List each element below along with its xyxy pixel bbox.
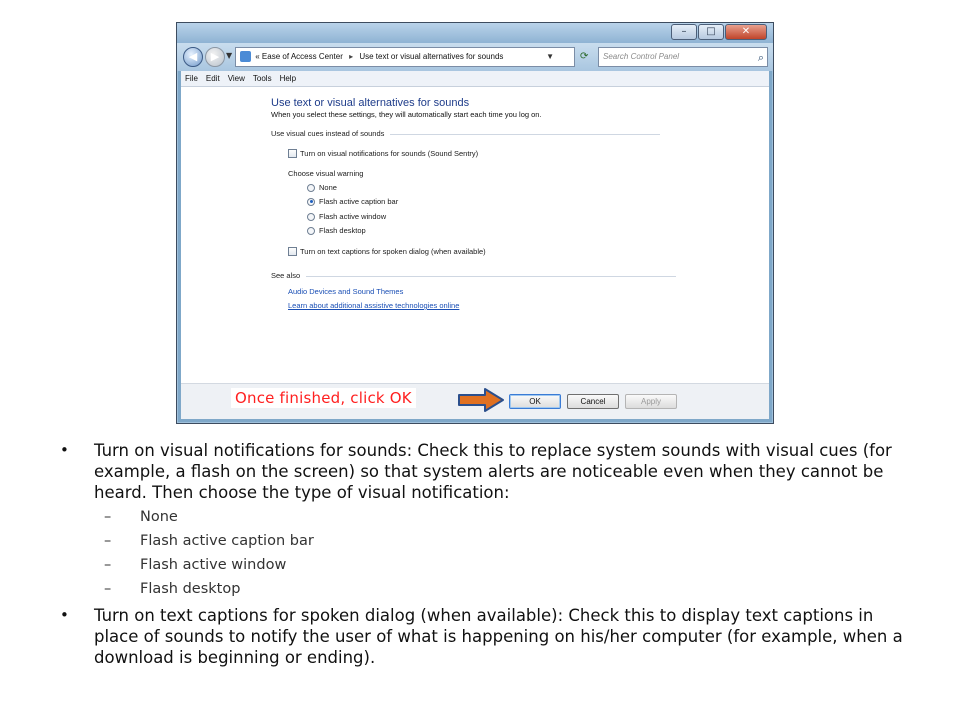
page-description: When you select these settings, they will automatically start each time you log on. — [271, 110, 542, 119]
radio-caption-bar-label[interactable]: Flash active caption bar — [319, 197, 399, 206]
history-dropdown-icon[interactable]: ▼ — [226, 51, 233, 60]
bullet-text-captions-text: Turn on text captions for spoken dialog (when available): Check this to display text captions in place of sounds to notify the user of what is happening on his/her computer (for example, when a download is beginning or ending). — [94, 606, 903, 667]
list-item-text: Flash active window — [140, 557, 287, 573]
callout-text: Once finished, click OK — [231, 388, 416, 408]
section-visual-cues — [271, 129, 660, 138]
radio-caption-bar-option[interactable] — [307, 197, 398, 206]
breadcrumb-current-page[interactable]: Use text or visual alternatives for sounds — [359, 52, 504, 61]
dash-icon: – — [104, 509, 112, 525]
dialog-footer — [181, 383, 769, 419]
list-item-text: Flash active caption bar — [140, 533, 314, 549]
menu-help[interactable]: Help — [279, 74, 297, 83]
breadcrumb-separator-icon[interactable]: ▸ — [349, 52, 354, 61]
choose-warning-label: Choose visual warning — [288, 169, 364, 178]
address-dropdown-icon[interactable]: ▼ — [546, 52, 554, 61]
list-item — [58, 529, 918, 553]
arrow-right-icon — [457, 387, 505, 413]
dash-icon: – — [104, 533, 112, 549]
radio-none-label[interactable]: None — [319, 183, 337, 192]
section-see-also — [271, 271, 676, 280]
settings-content — [181, 87, 769, 383]
back-arrow-icon[interactable]: ◀ — [183, 47, 203, 67]
ok-button[interactable]: OK — [509, 394, 561, 409]
bullet-icon: • — [60, 606, 69, 624]
forward-arrow-icon[interactable]: ▶ — [205, 47, 225, 67]
radio-flash-desktop-label[interactable]: Flash desktop — [319, 226, 366, 235]
maximize-button[interactable]: □ — [698, 24, 724, 40]
apply-button[interactable]: Apply — [625, 394, 677, 409]
window-controls — [671, 24, 767, 40]
list-item — [58, 577, 918, 601]
search-icon[interactable]: ⌕ — [757, 52, 764, 64]
text-captions-label[interactable]: Turn on text captions for spoken dialog (when available) — [300, 247, 486, 256]
radio-none-option[interactable] — [307, 183, 337, 192]
sound-sentry-label[interactable]: Turn on visual notifications for sounds (Sound Sentry) — [300, 149, 479, 158]
sound-sentry-option[interactable] — [288, 149, 478, 158]
bullet-icon: • — [60, 441, 69, 459]
address-bar[interactable] — [235, 47, 575, 67]
slide-bullets — [58, 440, 918, 668]
radio-flash-desktop[interactable] — [307, 227, 315, 235]
title-bar — [177, 23, 773, 43]
bullet-visual-notifications — [58, 440, 918, 503]
dash-icon: – — [104, 557, 112, 573]
menu-view[interactable]: View — [227, 74, 245, 83]
radio-none[interactable] — [307, 184, 315, 192]
radio-caption-bar[interactable] — [307, 198, 315, 206]
list-item-text: None — [140, 509, 178, 525]
list-item — [58, 553, 918, 577]
page-title: Use text or visual alternatives for sounds — [271, 97, 470, 109]
minimize-button[interactable]: – — [671, 24, 697, 40]
search-placeholder: Search Control Panel — [603, 52, 680, 61]
cancel-button[interactable]: Cancel — [567, 394, 619, 409]
text-captions-option[interactable] — [288, 247, 486, 256]
menu-tools[interactable]: Tools — [252, 74, 272, 83]
breadcrumb-ease-of-access[interactable]: Ease of Access Center — [261, 52, 343, 61]
radio-active-window-option[interactable] — [307, 212, 386, 221]
dash-icon: – — [104, 581, 112, 597]
menu-bar — [181, 71, 769, 87]
visual-warning-list — [58, 505, 918, 601]
menu-file[interactable]: File — [185, 74, 198, 83]
radio-active-window[interactable] — [307, 213, 315, 221]
section-visual-cues-label: Use visual cues instead of sounds — [271, 129, 385, 138]
bullet-text-captions — [58, 605, 918, 668]
navigation-bar — [177, 43, 773, 71]
link-assistive-technologies[interactable]: Learn about additional assistive technologies online — [288, 301, 460, 310]
screenshot-window — [176, 22, 774, 424]
radio-flash-desktop-option[interactable] — [307, 226, 366, 235]
section-divider — [390, 134, 660, 135]
search-input[interactable] — [598, 47, 768, 67]
radio-active-window-label[interactable]: Flash active window — [319, 212, 387, 221]
address-chevron-icon: « — [255, 52, 260, 61]
menu-edit[interactable]: Edit — [205, 74, 220, 83]
bullet-visual-notifications-text: Turn on visual notifications for sounds: Check this to replace system sounds with visual cues (for example, a flash on the screen) so that system alerts are noticeable even when they cannot be heard. Then choose the type of visual notification: — [94, 441, 892, 502]
link-audio-devices[interactable]: Audio Devices and Sound Themes — [288, 287, 404, 296]
list-item — [58, 505, 918, 529]
list-item-text: Flash desktop — [140, 581, 241, 597]
refresh-icon[interactable]: ⟳ — [580, 51, 589, 62]
sound-sentry-checkbox[interactable] — [288, 149, 297, 158]
text-captions-checkbox[interactable] — [288, 247, 297, 256]
control-panel-icon — [240, 51, 251, 62]
see-also-label: See also — [271, 271, 301, 280]
see-also-divider — [306, 276, 676, 277]
close-button[interactable]: ✕ — [725, 24, 767, 40]
